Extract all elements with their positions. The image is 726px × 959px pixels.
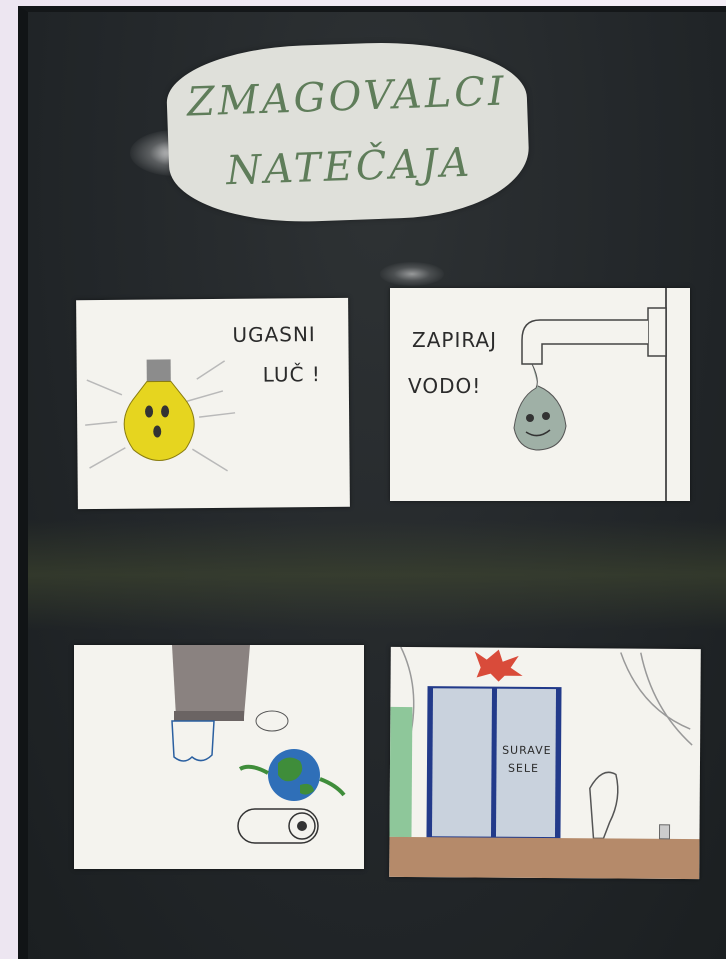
title-card: [165, 38, 531, 226]
title-line-2: NATEČAJA: [225, 139, 473, 195]
caption-line-1: ZAPIRAJ: [412, 328, 498, 352]
drawing-lightbulb: [76, 298, 350, 509]
caption-line-2: LUČ !: [262, 362, 321, 387]
caption-line-2: SELE: [507, 761, 540, 775]
caption-line-2: VODO!: [408, 374, 482, 398]
caption-line-1: UGASNI: [232, 322, 316, 347]
earth-illustration: [74, 645, 364, 869]
cafeteria-illustration: [389, 647, 701, 879]
drawing-earth: [74, 645, 364, 869]
title-line-1: ZMAGOVALCI: [186, 68, 508, 126]
drawing-cafeteria: [389, 647, 701, 879]
drawing-water-tap: [390, 288, 690, 501]
caption-line-1: SURAVE: [502, 743, 552, 758]
light-glare: [380, 262, 444, 286]
reflection-band: [28, 520, 726, 630]
